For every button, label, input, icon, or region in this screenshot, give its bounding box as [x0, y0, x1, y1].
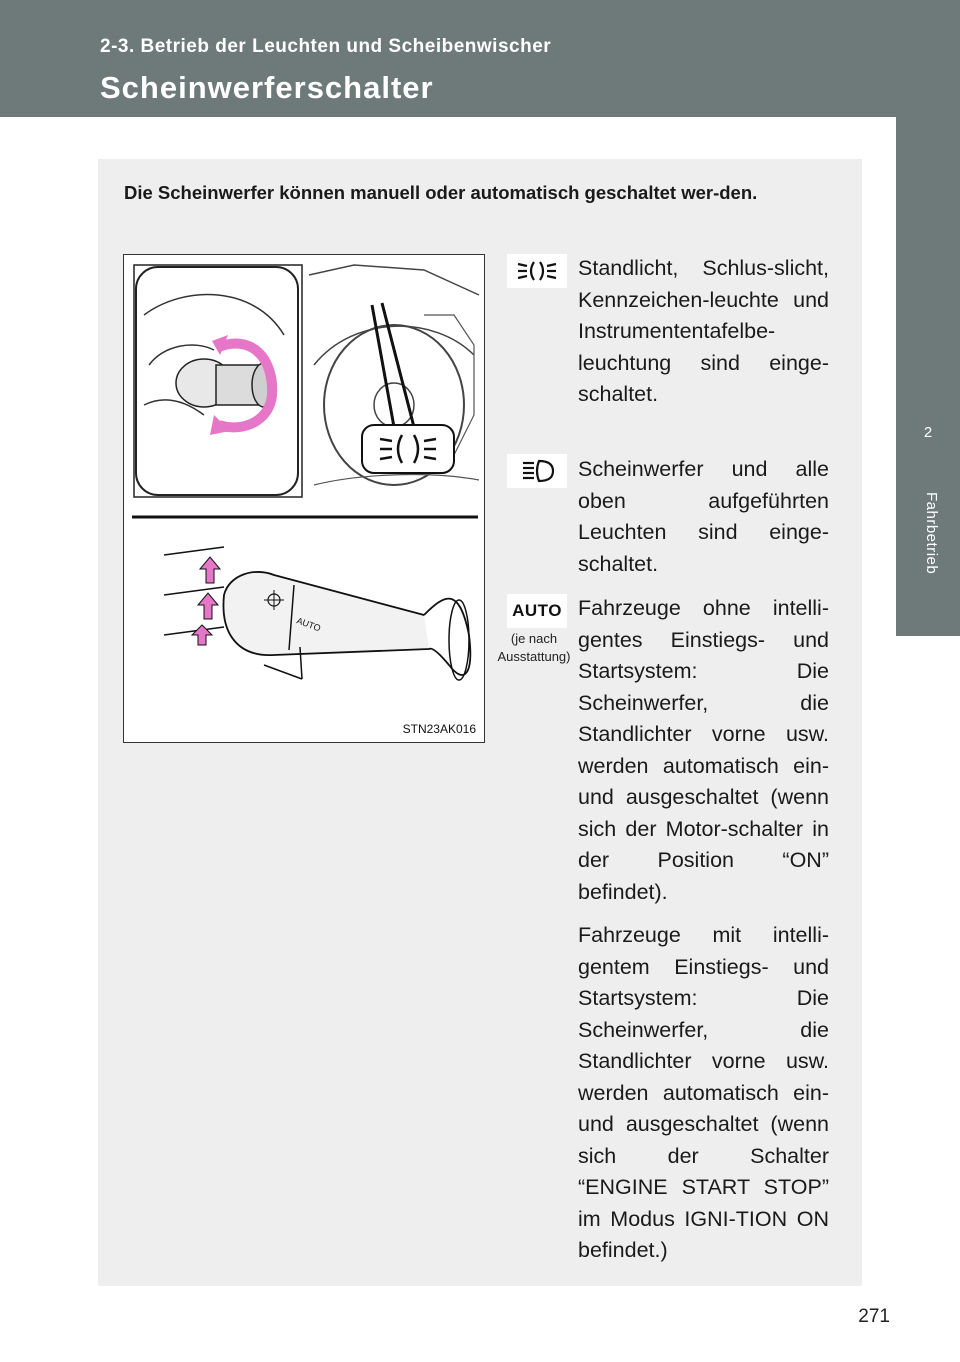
headlight-switch-illustration: [123, 254, 485, 743]
auto-icon-box: [507, 594, 567, 628]
svg-text:AUTO: AUTO: [295, 615, 323, 634]
page-header: [0, 0, 960, 117]
page-number: 271: [858, 1306, 890, 1327]
item-headlight-text: Scheinwerfer und alle oben aufgeführten Leuchten sind einge-schaltet.: [578, 457, 829, 576]
light-symbol-callout: [362, 425, 454, 473]
item-auto-text-2: Fahrzeuge mit intelli-gentem Einstiegs- und Startsystem: Die Scheinwerfer, die Standlichter vorne usw. werden automatisch ein- und ausgeschaltet (wenn sich der Schalter “ENGINE START STOP” im Modus IGNI-TION ON befindet.): [578, 923, 829, 1262]
chapter-number: 2: [923, 424, 933, 441]
chapter-title: Fahrbetrieb: [923, 492, 940, 575]
equipment-note: (je nach Ausstattung): [497, 631, 571, 664]
figure-code: STN23AK016: [402, 722, 476, 736]
page-title: Scheinwerferschalter: [100, 70, 434, 105]
headlight-icon: [519, 458, 555, 484]
item-parking-light-text: Standlicht, Schlus-slicht, Kennzeichen-leuchte und Instrumententafelbe-leuchtung sind einge-schaltet.: [578, 256, 829, 406]
illustration-drawing: [124, 255, 485, 743]
section-label: 2-3. Betrieb der Leuchten und Scheibenwischer: [100, 36, 552, 57]
side-tab-top: [896, 0, 960, 117]
auto-icon: AUTO: [512, 601, 562, 620]
item-auto-text-1: Fahrzeuge ohne intelli-gentes Einstiegs- und Startsystem: Die Scheinwerfer, die Standlichter vorne usw. werden automatisch ein- und ausgeschaltet (wenn sich der Motor-schalter in der Position “ON” befindet).: [578, 596, 829, 904]
headlight-icon-box: [507, 454, 567, 488]
parking-light-icon-box: [507, 254, 567, 288]
parking-light-icon: [514, 259, 560, 283]
intro-text: Die Scheinwerfer können manuell oder automatisch geschaltet wer-den.: [124, 182, 758, 203]
